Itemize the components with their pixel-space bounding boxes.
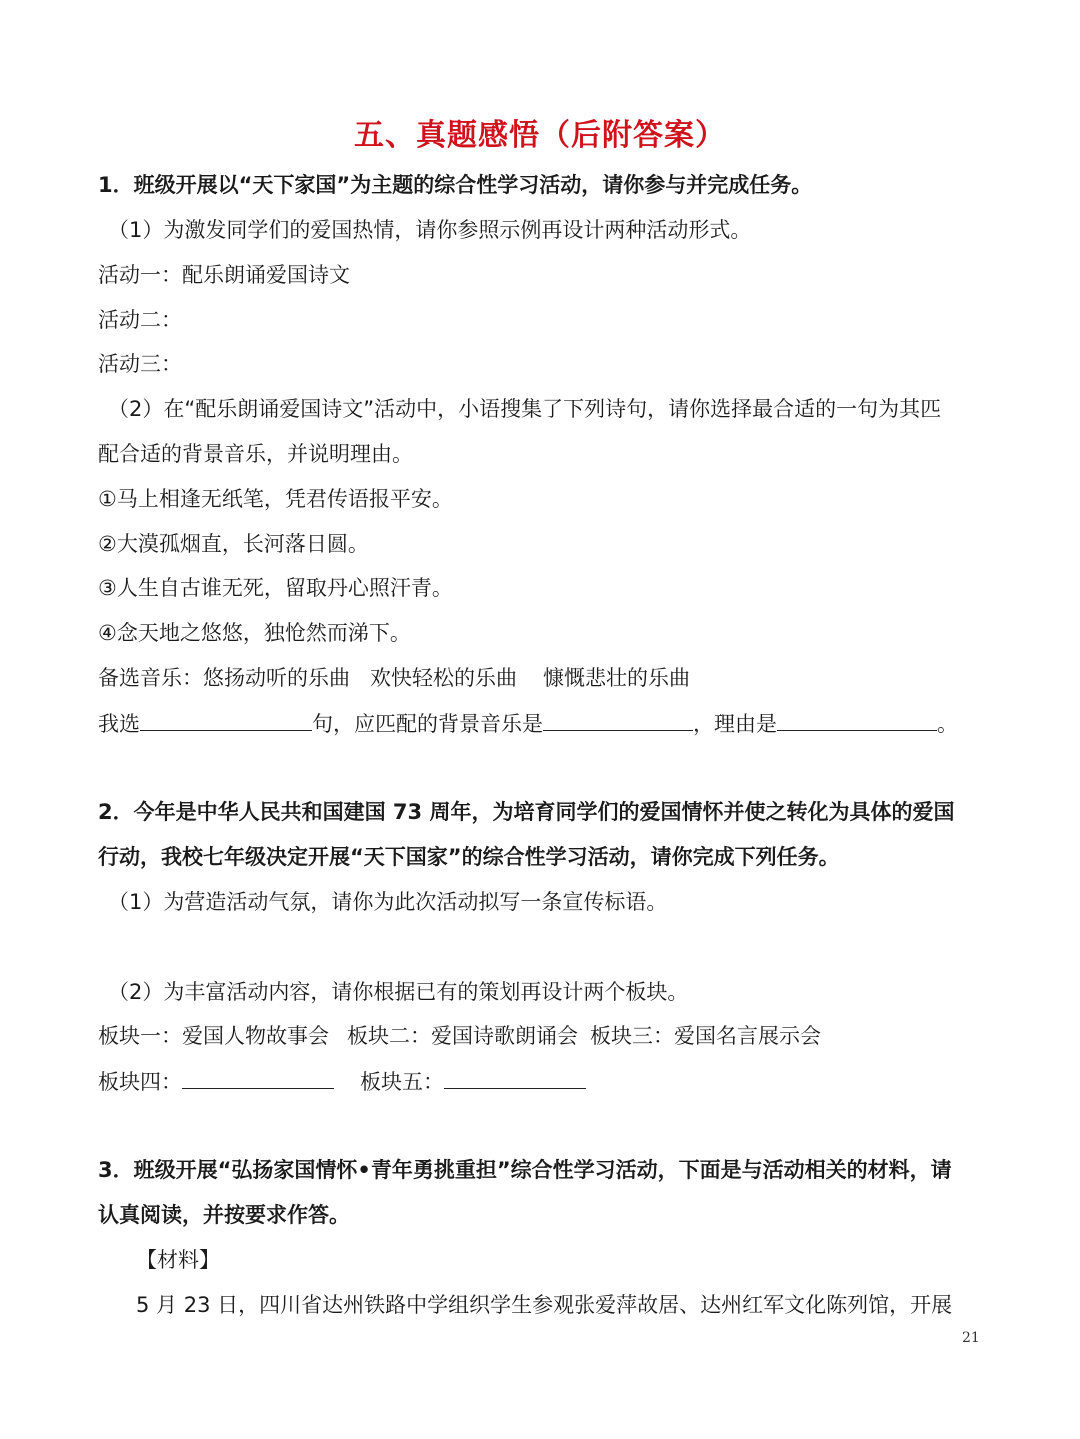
block-1: 板块一：爱国人物故事会	[98, 1024, 329, 1048]
page-number: 21	[962, 1330, 980, 1346]
material-paragraph: 5 月 23 日，四川省达州铁路中学组织学生参观张爱萍故居、达州红军文化陈列馆，开展	[136, 1293, 953, 1317]
poem-option-3: ③人生自古谁无死，留取丹心照汗青。	[98, 576, 453, 600]
music-label: 备选音乐：	[98, 666, 203, 690]
answer-end: 。	[937, 712, 958, 736]
poem-option-1: ①马上相逢无纸笔，凭君传语报平安。	[98, 487, 453, 511]
question-1-sub-2-line-1: （2）在“配乐朗诵爱国诗文”活动中，小语搜集了下列诗句，请你选择最合适的一句为其匹	[108, 397, 942, 421]
question-3-stem-line-2: 认真阅读，并按要求作答。	[98, 1203, 350, 1227]
music-options	[98, 663, 690, 693]
sentence-choice-blank[interactable]	[140, 708, 312, 731]
music-option-3: 慷慨悲壮的乐曲	[543, 666, 690, 690]
activity-3: 活动三：	[98, 352, 182, 376]
answer-line	[98, 708, 958, 739]
existing-blocks	[98, 1021, 821, 1051]
answer-prefix: 我选	[98, 712, 140, 736]
music-option-1: 悠扬动听的乐曲	[203, 666, 350, 690]
section-title: 五、真题感悟（后附答案）	[354, 118, 726, 153]
block-3: 板块三：爱国名言展示会	[590, 1024, 821, 1048]
material-label: 【材料】	[136, 1248, 220, 1272]
question-3-stem-line-1: 3．班级开展“弘扬家国情怀•青年勇挑重担”综合性学习活动，下面是与活动相关的材料，请	[98, 1158, 952, 1182]
block-5-blank[interactable]	[444, 1066, 586, 1089]
block-5-label: 板块五：	[360, 1070, 444, 1094]
poem-option-2: ②大漠孤烟直，长河落日圆。	[98, 532, 369, 556]
answer-reason-text: ，理由是	[693, 712, 777, 736]
music-choice-blank[interactable]	[543, 708, 693, 731]
poem-option-4: ④念天地之悠悠，独怆然而涕下。	[98, 621, 411, 645]
question-1-sub-1: （1）为激发同学们的爱国热情，请你参照示例再设计两种活动形式。	[108, 218, 752, 242]
activity-1: 活动一：配乐朗诵爱国诗文	[98, 263, 350, 287]
question-1-stem: 1．班级开展以“天下家国”为主题的综合性学习活动，请你参与并完成任务。	[98, 173, 813, 197]
question-2-stem-line-2: 行动，我校七年级决定开展“天下国家”的综合性学习活动，请你完成下列任务。	[98, 845, 840, 869]
block-4-label: 板块四：	[98, 1070, 182, 1094]
music-option-2: 欢快轻松的乐曲	[370, 666, 517, 690]
block-4-blank[interactable]	[182, 1066, 334, 1089]
new-blocks	[98, 1066, 586, 1097]
reason-blank[interactable]	[777, 708, 937, 731]
question-2-stem-line-1: 2．今年是中华人民共和国建国 73 周年，为培育同学们的爱国情怀并使之转化为具体的爱国	[98, 800, 955, 824]
question-2-sub-1: （1）为营造活动气氛，请你为此次活动拟写一条宣传标语。	[108, 890, 668, 914]
block-2: 板块二：爱国诗歌朗诵会	[347, 1024, 578, 1048]
question-1-sub-2-line-2: 配合适的背景音乐，并说明理由。	[98, 442, 413, 466]
activity-2: 活动二：	[98, 308, 182, 332]
answer-music-text: 句，应匹配的背景音乐是	[312, 712, 543, 736]
question-2-sub-2: （2）为丰富活动内容，请你根据已有的策划再设计两个板块。	[108, 980, 689, 1004]
